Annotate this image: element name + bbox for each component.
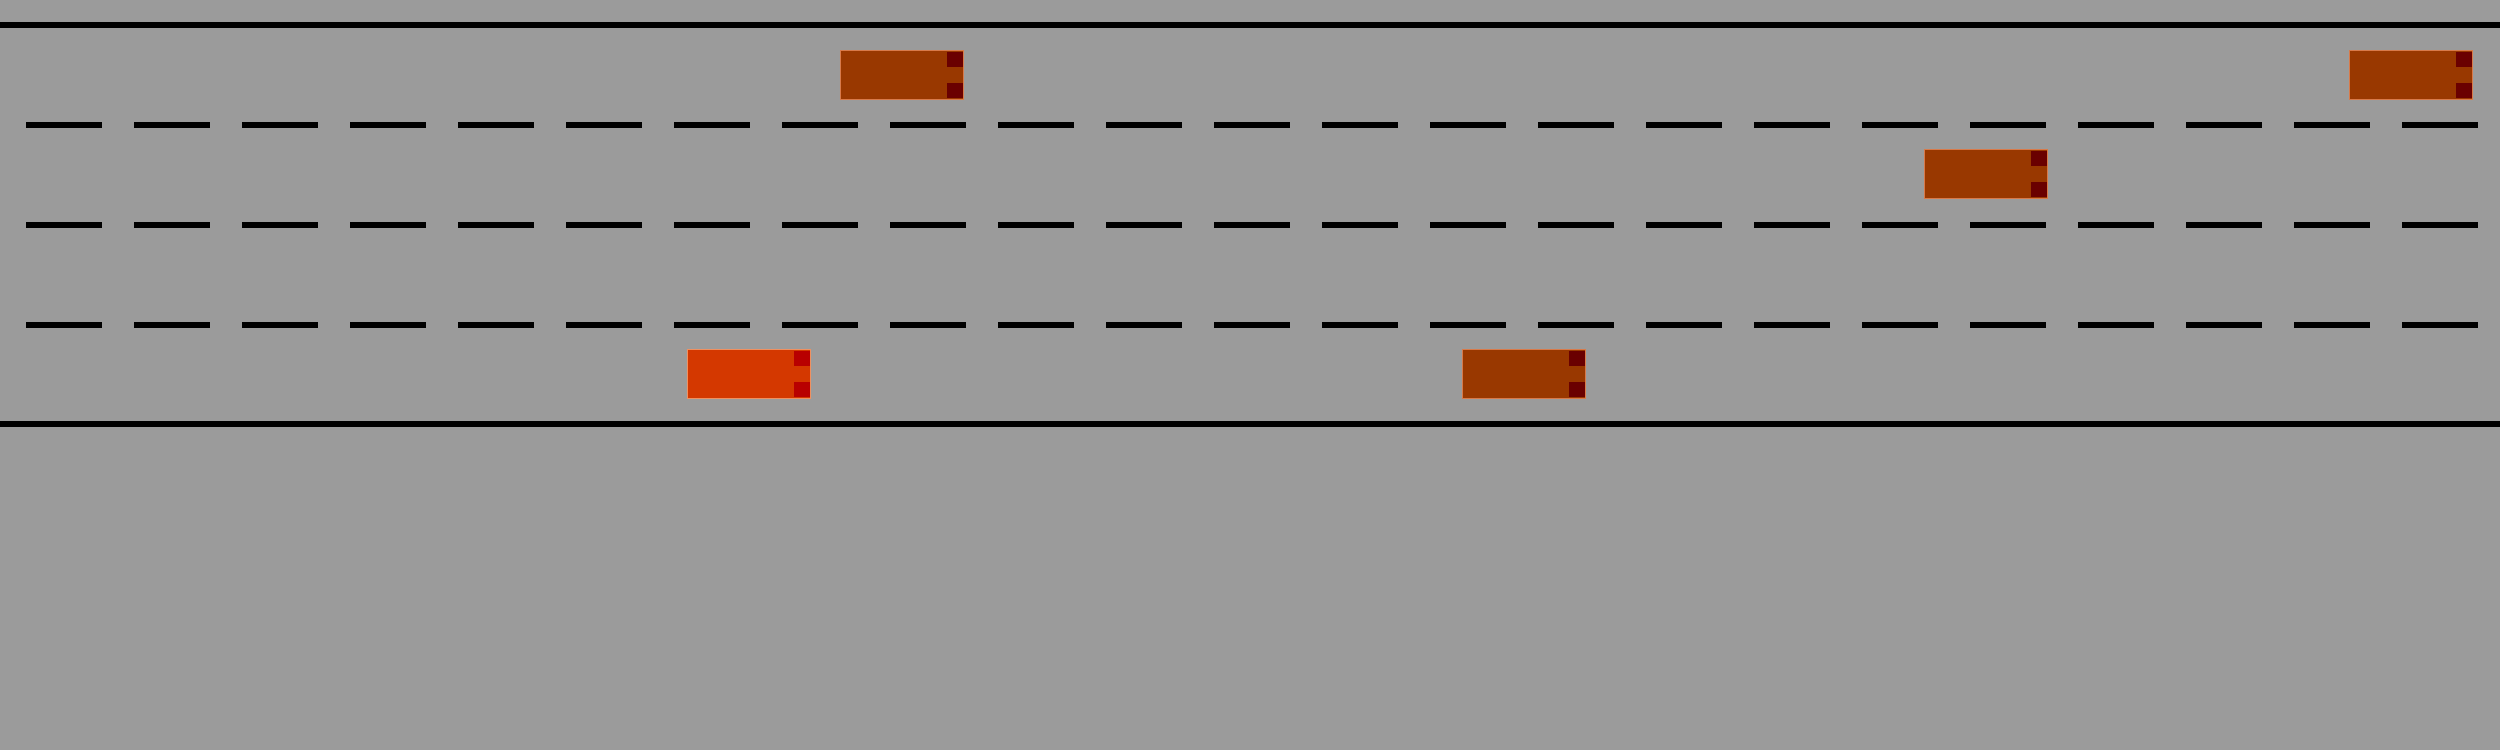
tail-light [2031,182,2047,197]
tail-light [794,351,810,366]
vehicle-3 [1924,149,2048,199]
tail-light [1569,382,1585,397]
tail-light [947,83,963,98]
vehicle-1 [840,50,964,100]
tail-light [2456,83,2472,98]
road-edge-bottom [0,421,2500,427]
vehicle-2 [2349,50,2473,100]
tail-light [2031,151,2047,166]
lane-divider-3 [26,322,2486,328]
tail-light [794,382,810,397]
tail-light [2456,52,2472,67]
vehicle-4 [1462,349,1586,399]
lane-divider-1 [26,122,2486,128]
ego-vehicle [687,349,811,399]
tail-light [1569,351,1585,366]
road-edge-top [0,22,2500,28]
lane-divider-2 [26,222,2486,228]
tail-light [947,52,963,67]
